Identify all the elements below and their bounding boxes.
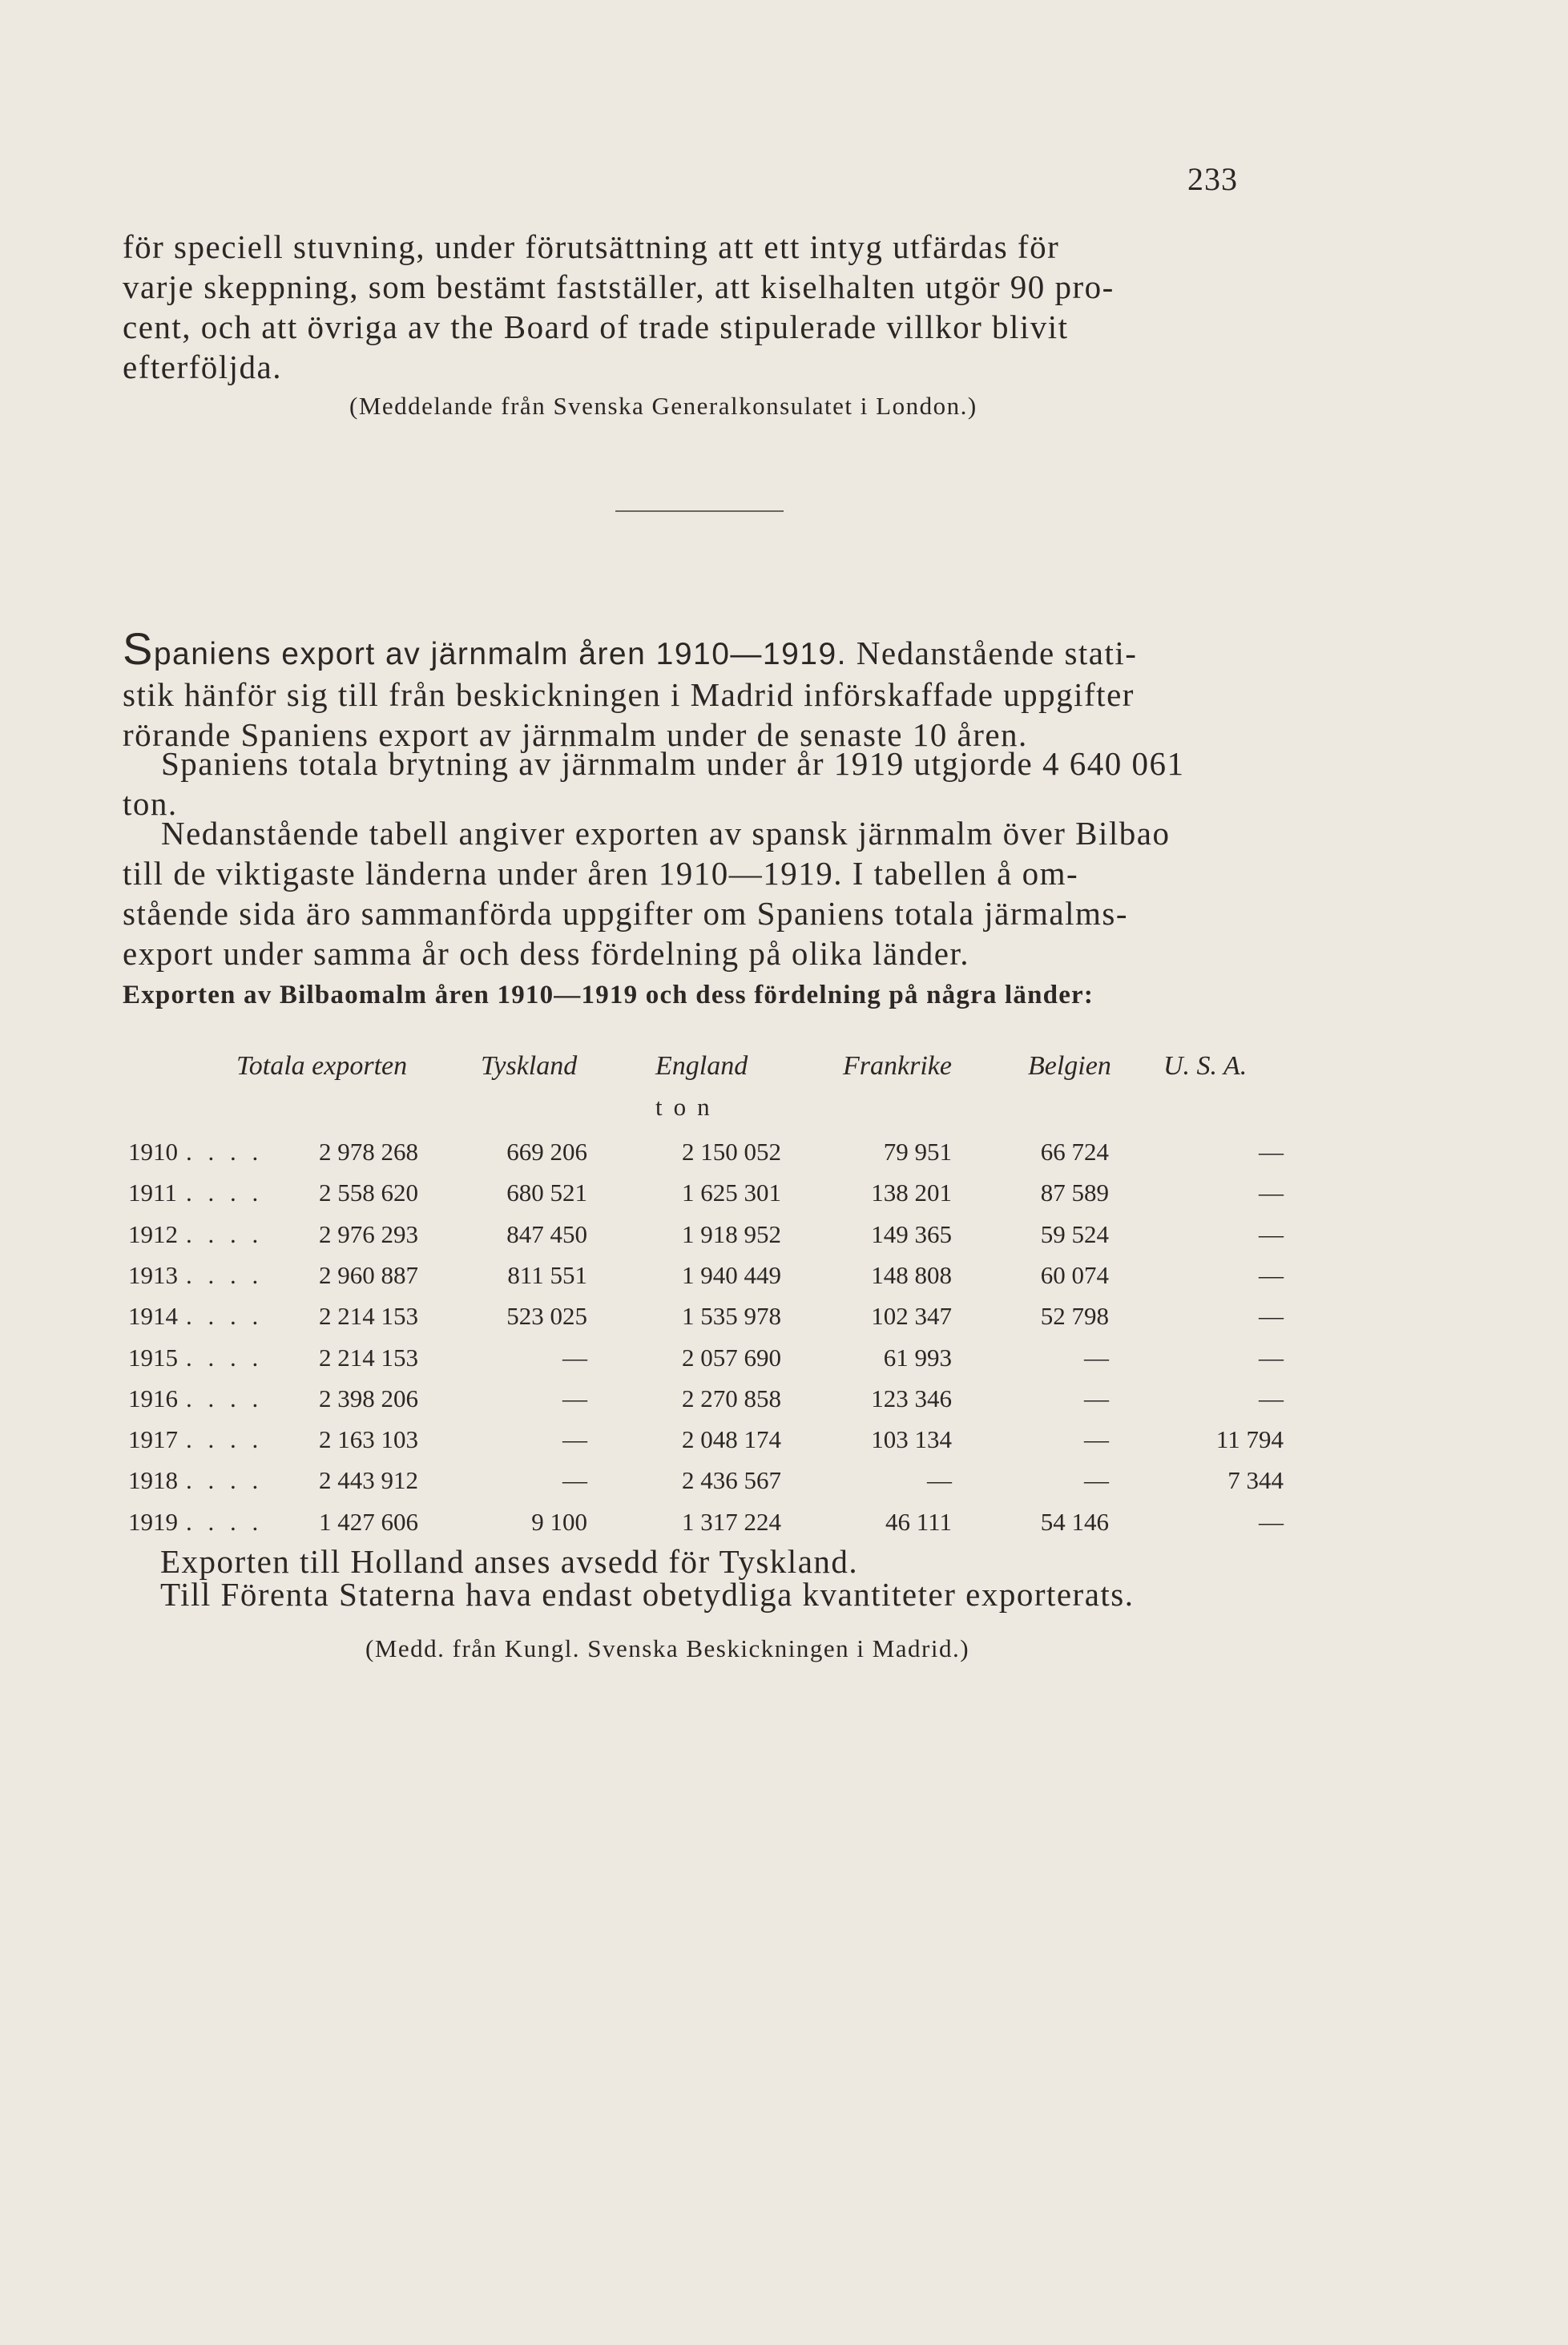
cell-year: 1913 bbox=[128, 1261, 178, 1289]
heading-line bbox=[123, 623, 1284, 675]
cell-frankrike: 138 201 bbox=[871, 1179, 952, 1207]
table-row bbox=[0, 1138, 1568, 1179]
heading-text: paniens export av järnmalm åren 1910—1919. bbox=[153, 637, 848, 671]
leader-dots: . . . . bbox=[186, 1508, 264, 1536]
cell-england: 2 048 174 bbox=[682, 1425, 781, 1453]
section-divider bbox=[615, 510, 784, 512]
cell-england: 1 940 449 bbox=[682, 1261, 781, 1289]
cell-total: 2 960 887 bbox=[319, 1261, 418, 1289]
cell-total: 2 443 912 bbox=[319, 1466, 418, 1494]
cell-england: 2 150 052 bbox=[682, 1138, 781, 1166]
cell-tyskland: 847 450 bbox=[506, 1220, 587, 1248]
cell-england: 1 317 224 bbox=[682, 1508, 781, 1536]
leader-dots: . . . . bbox=[186, 1384, 264, 1412]
leader-dots: . . . . bbox=[186, 1179, 264, 1207]
cell-tyskland: 811 551 bbox=[507, 1261, 587, 1289]
cell-total: 2 163 103 bbox=[319, 1425, 418, 1453]
cell-total: 1 427 606 bbox=[319, 1508, 418, 1536]
table-row bbox=[0, 1344, 1568, 1384]
table-row bbox=[0, 1220, 1568, 1261]
table-row bbox=[0, 1179, 1568, 1219]
section-paragraph-3 bbox=[123, 813, 1284, 973]
cell-usa: — bbox=[1259, 1220, 1284, 1248]
cell-tyskland: 669 206 bbox=[506, 1138, 587, 1166]
cell-belgien: 54 146 bbox=[1040, 1508, 1109, 1536]
column-header-total: Totala exporten bbox=[236, 1051, 408, 1081]
heading-initial: S bbox=[123, 623, 154, 674]
text-line: Spaniens totala brytning av järnmalm under år 1919 utgjorde 4 640 061 bbox=[161, 745, 1185, 782]
leader-dots: . . . . bbox=[186, 1138, 264, 1166]
source-note: (Medd. från Kungl. Svenska Beskickningen i Madrid.) bbox=[365, 1634, 970, 1662]
text-line: Nedanstående stati- bbox=[856, 635, 1138, 671]
cell-belgien: 87 589 bbox=[1040, 1179, 1109, 1207]
cell-usa: — bbox=[1259, 1138, 1284, 1166]
cell-usa: — bbox=[1259, 1261, 1284, 1289]
section-heading bbox=[123, 623, 848, 674]
cell-year: 1916 bbox=[128, 1384, 178, 1412]
column-header-usa: U. S. A. bbox=[1163, 1051, 1248, 1081]
text-line: för speciell stuvning, under förutsättning att ett intyg utfärdas för bbox=[123, 228, 1060, 265]
cell-year: 1915 bbox=[128, 1344, 178, 1372]
cell-usa: 11 794 bbox=[1215, 1425, 1284, 1453]
table-row bbox=[0, 1466, 1568, 1507]
cell-tyskland: 680 521 bbox=[506, 1179, 587, 1207]
cell-frankrike: 79 951 bbox=[883, 1138, 952, 1166]
table-row bbox=[0, 1302, 1568, 1343]
leader-dots: . . . . bbox=[186, 1344, 264, 1372]
cell-belgien: 60 074 bbox=[1040, 1261, 1109, 1289]
text-line: stik hänför sig till från beskickningen i Madrid införskaffade uppgifter bbox=[123, 676, 1135, 713]
cell-frankrike: 61 993 bbox=[883, 1344, 952, 1372]
cell-frankrike: 148 808 bbox=[871, 1261, 952, 1289]
cell-belgien: — bbox=[1084, 1425, 1109, 1453]
cell-usa: — bbox=[1259, 1302, 1284, 1330]
column-header-frankrike: Frankrike bbox=[843, 1051, 952, 1081]
cell-total: 2 214 153 bbox=[319, 1344, 418, 1372]
cell-frankrike: 46 111 bbox=[885, 1508, 952, 1536]
cell-belgien: 52 798 bbox=[1040, 1302, 1109, 1330]
cell-total: 2 214 153 bbox=[319, 1302, 418, 1330]
cell-usa: — bbox=[1259, 1344, 1284, 1372]
cell-england: 2 436 567 bbox=[682, 1466, 781, 1494]
cell-tyskland: 9 100 bbox=[531, 1508, 587, 1536]
table-row bbox=[0, 1425, 1568, 1466]
cell-tyskland: — bbox=[562, 1344, 587, 1372]
cell-year: 1911 bbox=[128, 1179, 177, 1207]
cell-tyskland: — bbox=[562, 1425, 587, 1453]
leader-dots: . . . . bbox=[186, 1261, 264, 1289]
text-line: cent, och att övriga av the Board of trade stipulerade villkor blivit bbox=[123, 308, 1069, 345]
text-line: till de viktigaste länderna under åren 1910—1919. I tabellen å om- bbox=[123, 855, 1079, 892]
cell-year: 1912 bbox=[128, 1220, 178, 1248]
cell-belgien: — bbox=[1084, 1344, 1109, 1372]
closing-line: Exporten till Holland anses avsedd för Tyskland. bbox=[160, 1543, 859, 1580]
cell-frankrike: 102 347 bbox=[871, 1302, 952, 1330]
section-paragraph-1 bbox=[123, 623, 1284, 755]
cell-year: 1919 bbox=[128, 1508, 178, 1536]
table-row bbox=[0, 1261, 1568, 1302]
cell-total: 2 976 293 bbox=[319, 1220, 418, 1248]
page-number: 233 bbox=[1187, 161, 1238, 197]
text-line: varje skeppning, som bestämt fastställer, att kiselhalten utgör 90 pro- bbox=[123, 268, 1115, 305]
cell-belgien: 59 524 bbox=[1040, 1220, 1109, 1248]
text-line: ton. bbox=[123, 785, 178, 822]
cell-total: 2 978 268 bbox=[319, 1138, 418, 1166]
cell-usa: — bbox=[1259, 1508, 1284, 1536]
cell-england: 1 625 301 bbox=[682, 1179, 781, 1207]
cell-frankrike: 103 134 bbox=[871, 1425, 952, 1453]
text-line: export under samma år och dess fördelning på olika länder. bbox=[123, 935, 970, 972]
table-row bbox=[0, 1384, 1568, 1425]
text-line: efterföljda. bbox=[123, 349, 282, 385]
text-line: Nedanstående tabell angiver exporten av spansk järnmalm över Bilbao bbox=[161, 815, 1171, 852]
text-line: stående sida äro sammanförda uppgifter om Spaniens totala järmalms- bbox=[123, 895, 1128, 932]
intro-paragraph bbox=[123, 227, 1284, 387]
cell-total: 2 558 620 bbox=[319, 1179, 418, 1207]
section-paragraph-2 bbox=[123, 743, 1284, 824]
column-header-england: England bbox=[655, 1051, 748, 1081]
cell-year: 1914 bbox=[128, 1302, 178, 1330]
cell-usa: — bbox=[1259, 1384, 1284, 1412]
cell-frankrike: 149 365 bbox=[871, 1220, 952, 1248]
closing-line: Till Förenta Staterna hava endast obetydliga kvantiteter exporterats. bbox=[160, 1576, 1135, 1613]
cell-england: 1 918 952 bbox=[682, 1220, 781, 1248]
cell-tyskland: — bbox=[562, 1384, 587, 1412]
cell-belgien: — bbox=[1084, 1384, 1109, 1412]
cell-usa: 7 344 bbox=[1227, 1466, 1284, 1494]
text-line: rörande Spaniens export av järnmalm under de senaste 10 åren. bbox=[123, 716, 1028, 753]
cell-year: 1910 bbox=[128, 1138, 178, 1166]
cell-england: 1 535 978 bbox=[682, 1302, 781, 1330]
cell-belgien: 66 724 bbox=[1040, 1138, 1109, 1166]
cell-usa: — bbox=[1259, 1179, 1284, 1207]
cell-frankrike: — bbox=[927, 1466, 952, 1494]
cell-year: 1917 bbox=[128, 1425, 178, 1453]
cell-england: 2 270 858 bbox=[682, 1384, 781, 1412]
leader-dots: . . . . bbox=[186, 1220, 264, 1248]
column-header-belgien: Belgien bbox=[1028, 1051, 1111, 1081]
column-header-tyskland: Tyskland bbox=[481, 1051, 578, 1081]
cell-frankrike: 123 346 bbox=[871, 1384, 952, 1412]
table-unit: ton bbox=[655, 1093, 721, 1121]
cell-belgien: — bbox=[1084, 1466, 1109, 1494]
table-title: Exporten av Bilbaomalm åren 1910—1919 och dess fördelning på några länder: bbox=[123, 981, 1094, 1009]
leader-dots: . . . . bbox=[186, 1302, 264, 1330]
source-note: (Meddelande från Svenska Generalkonsulatet i London.) bbox=[349, 392, 977, 420]
cell-england: 2 057 690 bbox=[682, 1344, 781, 1372]
cell-tyskland: 523 025 bbox=[506, 1302, 587, 1330]
cell-tyskland: — bbox=[562, 1466, 587, 1494]
leader-dots: . . . . bbox=[186, 1425, 264, 1453]
cell-total: 2 398 206 bbox=[319, 1384, 418, 1412]
leader-dots: . . . . bbox=[186, 1466, 264, 1494]
cell-year: 1918 bbox=[128, 1466, 178, 1494]
